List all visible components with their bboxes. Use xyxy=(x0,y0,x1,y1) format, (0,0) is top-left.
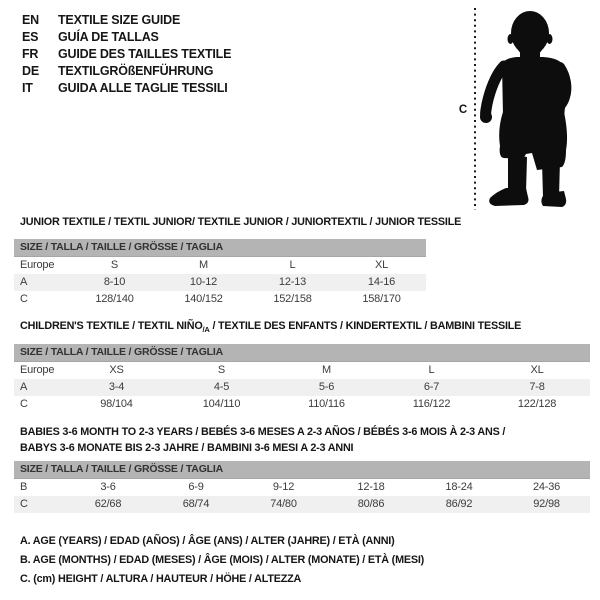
value-cell: 7-8 xyxy=(484,379,590,396)
language-code: ES xyxy=(22,30,39,44)
language-code: EN xyxy=(22,13,39,27)
language-title: GUÍA DE TALLAS xyxy=(58,30,159,44)
table-row xyxy=(14,479,590,497)
babies-title-line1: BABIES 3-6 MONTH TO 2-3 YEARS / BEBÉS 3-6 MESES A 2-3 AÑOS / BÉBÉS 3-6 MOIS À 2-3 ANS / xyxy=(20,426,506,438)
value-cell: 92/98 xyxy=(503,496,590,513)
junior-table-title: JUNIOR TEXTILE / TEXTIL JUNIOR/ TEXTILE JUNIOR / JUNIORTEXTIL / JUNIOR TESSILE xyxy=(20,216,462,228)
height-measure-label: C xyxy=(458,104,468,116)
size-cell: L xyxy=(428,364,435,376)
value-cell: 10-12 xyxy=(159,274,248,291)
baby-figure xyxy=(450,0,600,215)
table-row xyxy=(14,291,426,308)
children-title-sub: /A xyxy=(202,325,210,335)
size-cell: M xyxy=(322,364,331,376)
value-cell: 140/152 xyxy=(184,293,223,305)
size-cell: S xyxy=(110,259,119,271)
value-cell: 80/86 xyxy=(327,496,415,513)
region-label-cell: Europe xyxy=(20,364,55,376)
value-cell: 9-12 xyxy=(272,481,295,493)
value-cell: 68/74 xyxy=(152,496,240,513)
sizes-row xyxy=(14,362,590,380)
value-cell: 18-24 xyxy=(445,481,473,493)
language-row xyxy=(22,46,231,63)
language-row xyxy=(22,12,231,29)
value-cell: 116/122 xyxy=(412,398,451,410)
value-cell: 158/170 xyxy=(362,293,401,305)
children-size-table xyxy=(14,344,590,413)
size-cell: L xyxy=(289,259,296,271)
children-table-title xyxy=(20,320,521,334)
value-cell: 24-36 xyxy=(532,481,561,493)
language-title: TEXTILE SIZE GUIDE xyxy=(58,13,181,27)
size-header-label: SIZE / TALLA / TAILLE / GRÖSSE / TAGLIA xyxy=(14,344,590,362)
value-cell: 14-16 xyxy=(337,274,426,291)
table-row xyxy=(14,274,426,291)
language-title: TEXTILGRÖßENFÜHRUNG xyxy=(58,64,214,78)
region-label-cell: Europe xyxy=(20,259,55,271)
baby-figure-svg xyxy=(450,0,600,215)
children-title-pre: CHILDREN'S TEXTILE / TEXTIL NIÑO xyxy=(20,320,203,332)
row-label-cell: C xyxy=(20,293,28,305)
value-cell: 104/110 xyxy=(202,398,241,410)
value-cell: 98/104 xyxy=(100,398,133,410)
footnotes xyxy=(20,532,424,589)
children-title-post: / TEXTILE DES ENFANTS / KINDERTEXTIL / BAMBINI TESSILE xyxy=(209,320,522,332)
size-header-label: SIZE / TALLA / TAILLE / GRÖSSE / TAGLIA xyxy=(14,461,590,479)
value-cell: 128/140 xyxy=(95,293,134,305)
size-cell: S xyxy=(217,364,226,376)
size-cell: XL xyxy=(374,259,389,271)
junior-size-table xyxy=(14,239,426,308)
value-cell: 110/116 xyxy=(308,398,345,410)
footnote-a: A. AGE (YEARS) / EDAD (AÑOS) / ÂGE (ANS) / ALTER (JAHRE) / ETÀ (ANNI) xyxy=(20,535,395,547)
value-cell: 12-18 xyxy=(357,481,385,493)
footnote-c: C. (cm) HEIGHT / ALTURA / HAUTEUR / HÖHE / ALTEZZA xyxy=(20,573,302,585)
babies-table-title xyxy=(20,424,505,456)
value-cell: 86/92 xyxy=(415,496,503,513)
language-title: GUIDA ALLE TAGLIE TESSILI xyxy=(58,81,228,95)
row-label-cell: A xyxy=(14,379,64,396)
language-code: IT xyxy=(22,81,33,95)
row-label-cell: A xyxy=(14,274,70,291)
value-cell: 6-7 xyxy=(379,379,484,396)
row-label-cell: C xyxy=(14,496,64,513)
size-header-bar xyxy=(14,344,590,362)
size-header-bar xyxy=(14,239,426,257)
value-cell: 3-6 xyxy=(100,481,116,493)
language-title: GUIDE DES TAILLES TEXTILE xyxy=(58,47,232,61)
value-cell: 152/158 xyxy=(273,293,312,305)
babies-size-table xyxy=(14,461,590,513)
size-header-bar xyxy=(14,461,590,479)
value-cell: 62/68 xyxy=(64,496,152,513)
baby-silhouette-icon xyxy=(480,11,567,207)
sizes-row xyxy=(14,257,426,275)
language-row xyxy=(22,29,231,46)
table-row xyxy=(14,379,590,396)
language-code: FR xyxy=(22,47,39,61)
language-row xyxy=(22,80,231,97)
value-cell: 5-6 xyxy=(274,379,379,396)
value-cell: 12-13 xyxy=(248,274,337,291)
table-row xyxy=(14,396,590,413)
size-cell: XL xyxy=(530,364,544,376)
value-cell: 74/80 xyxy=(240,496,327,513)
footnote-b: B. AGE (MONTHS) / EDAD (MESES) / ÂGE (MOIS) / ALTER (MONATE) / ETÀ (MESI) xyxy=(20,554,425,566)
language-row xyxy=(22,63,231,80)
size-cell: XS xyxy=(109,364,124,376)
babies-title-line2: BABYS 3-6 MONATE BIS 2-3 JAHRE / BAMBINI 3-6 MESI A 2-3 ANNI xyxy=(20,442,354,454)
size-header-label: SIZE / TALLA / TAILLE / GRÖSSE / TAGLIA xyxy=(14,239,426,257)
value-cell: 8-10 xyxy=(70,274,159,291)
table-row xyxy=(14,496,590,513)
value-cell: 3-4 xyxy=(64,379,169,396)
value-cell: 6-9 xyxy=(188,481,204,493)
value-cell: 4-5 xyxy=(169,379,274,396)
value-cell: 122/128 xyxy=(517,398,557,410)
size-cell: M xyxy=(199,259,208,271)
row-label-cell: C xyxy=(20,398,28,410)
language-title-list xyxy=(22,12,231,97)
language-code: DE xyxy=(22,64,39,78)
row-label-cell: B xyxy=(20,481,28,493)
